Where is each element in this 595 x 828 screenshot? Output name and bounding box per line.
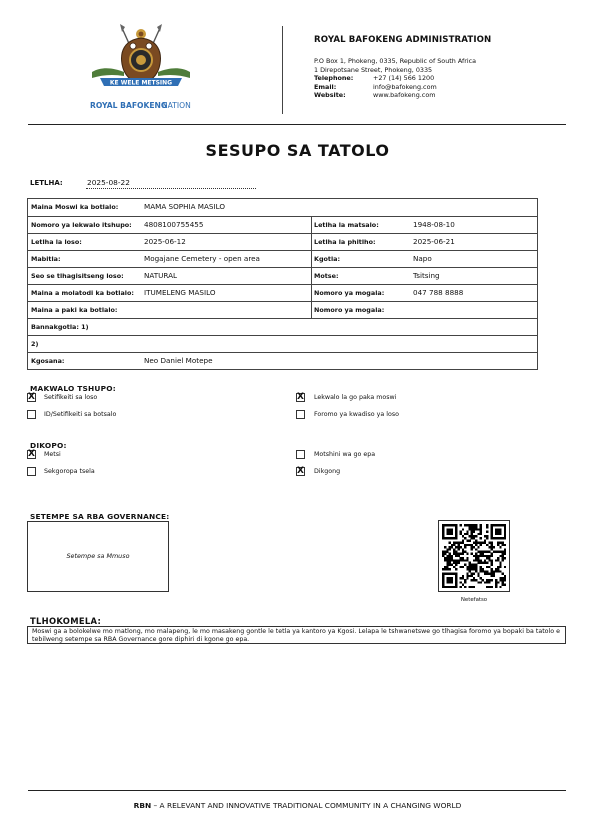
- form-row: [28, 318, 537, 335]
- footer-text: – A RELEVANT AND INNOVATIVE TRADITIONAL COMMUNITY IN A CHANGING WORLD: [151, 801, 462, 810]
- form-row: [28, 233, 537, 250]
- phone-label: Nomoro ya mogala:: [314, 289, 385, 297]
- proof-letter-checkbox[interactable]: X: [297, 392, 304, 402]
- header-divider: [282, 26, 283, 114]
- form-row: [28, 216, 537, 233]
- cemetery-field[interactable]: Mogajane Cemetery - open area: [144, 254, 260, 263]
- telephone-label: Telephone:: [314, 74, 354, 82]
- logo-brand: ROYAL BAFOKENG: [90, 101, 168, 110]
- organization-name: ROYAL BAFOKENG ADMINISTRATION: [314, 35, 492, 45]
- informant-name-field[interactable]: ITUMELENG MASILO: [144, 288, 216, 297]
- logo-brand-suffix: NATION: [162, 101, 191, 110]
- proof-letter-label: Lekwalo la go paka moswi: [314, 394, 397, 401]
- id-number-label: Nomoro ya lekwalo itshupo:: [31, 221, 132, 229]
- logo-motto: KE WELE METSING: [109, 79, 173, 87]
- form-row: [28, 199, 537, 216]
- id-birth-certificate-checkbox[interactable]: [27, 410, 36, 419]
- royal-bafokeng-logo: [88, 24, 194, 114]
- burial-form-table: [27, 198, 538, 370]
- deceased-name-field[interactable]: MAMA SOPHIA MASILO: [144, 202, 226, 211]
- id-number-field[interactable]: 4808100755455: [144, 220, 204, 229]
- form-row: [28, 250, 537, 267]
- address-line-2: 1 Direpotsane Street, Phokeng, 0335: [314, 66, 433, 74]
- birth-date-label: Letlha la matsalo:: [314, 221, 379, 229]
- form-row: [28, 267, 537, 284]
- relatives-label-2: 2): [31, 340, 39, 348]
- qr-code[interactable]: [442, 524, 506, 588]
- village-label: Motse:: [314, 272, 339, 280]
- road-grading-label: Sekgoropa tsela: [44, 468, 95, 475]
- cause-of-death-label: Seo se tlhagisitseng loso:: [31, 272, 124, 280]
- telephone-value: +27 (14) 566 1200: [373, 74, 435, 82]
- requests-section-title: DIKOPO:: [30, 441, 67, 450]
- document-title: SESUPO SA TATOLO: [205, 141, 390, 160]
- water-checkbox[interactable]: X: [28, 449, 35, 459]
- phone-field[interactable]: 047 788 8888: [413, 288, 464, 297]
- deceased-name-label: Maina Moswi ka botlalo:: [31, 203, 119, 211]
- witness-phone-label: Nomoro ya mogala:: [314, 306, 385, 314]
- notes-title: TLHOKOMELA:: [30, 616, 102, 626]
- column-divider: [311, 234, 312, 250]
- death-date-label: Letlha la loso:: [31, 238, 82, 246]
- cemetery-label: Mabitla:: [31, 255, 61, 263]
- footer-slogan: [0, 801, 595, 810]
- form-row: [28, 352, 537, 369]
- digging-machine-checkbox[interactable]: [296, 450, 305, 459]
- email-label: Email:: [314, 83, 337, 91]
- footer-rule: [28, 790, 566, 791]
- firewood-checkbox[interactable]: X: [297, 466, 304, 476]
- relatives-label-1: Bannakgotla: 1): [31, 323, 89, 331]
- road-grading-checkbox[interactable]: [27, 467, 36, 476]
- birth-date-field[interactable]: 1948-08-10: [413, 220, 455, 229]
- documents-section-title: MAKWALO TSHUPO:: [30, 384, 116, 393]
- burial-date-field[interactable]: 2025-06-21: [413, 237, 455, 246]
- qr-caption: Netefatso: [460, 597, 488, 603]
- header-rule: [28, 124, 566, 125]
- death-date-field[interactable]: 2025-06-12: [144, 237, 186, 246]
- column-divider: [311, 285, 312, 301]
- column-divider: [311, 217, 312, 233]
- headman-field[interactable]: Neo Daniel Motepe: [144, 356, 213, 365]
- witness-name-label: Maina a paki ka botlalo:: [31, 306, 118, 314]
- id-birth-certificate-label: ID/Setifikeiti sa botsalo: [44, 411, 117, 418]
- column-divider: [311, 268, 312, 284]
- headman-label: Kgosana:: [31, 357, 65, 365]
- website-label: Website:: [314, 91, 346, 99]
- website-value[interactable]: www.bafokeng.com: [373, 91, 436, 99]
- cause-of-death-field[interactable]: NATURAL: [144, 271, 178, 280]
- water-label: Metsi: [44, 451, 61, 458]
- village-field[interactable]: Tsitsing: [413, 271, 440, 280]
- kgotla-field[interactable]: Napo: [413, 254, 432, 263]
- death-certificate-label: Setifikeiti sa loso: [44, 394, 98, 401]
- burial-date-label: Letlha la phitlho:: [314, 238, 376, 246]
- death-certificate-checkbox[interactable]: X: [28, 392, 35, 402]
- column-divider: [311, 302, 312, 318]
- column-divider: [311, 251, 312, 267]
- stamp-section-title: SETEMPE SA RBA GOVERNANCE:: [30, 512, 170, 521]
- death-registration-form-checkbox[interactable]: [296, 410, 305, 419]
- form-row: [28, 335, 537, 352]
- footer-brand: RBN: [133, 801, 152, 810]
- form-row: [28, 301, 537, 318]
- informant-name-label: Maina a molatodi ka botlalo:: [31, 289, 134, 297]
- address-line-1: P.O Box 1, Phokeng, 0335, Republic of South Africa: [314, 57, 477, 65]
- notes-text: Moswi ga a bolokelwe mo matlong, mo malapeng, le mo masakeng gontle le tetla ya kantoro ya Kgosi. Lelapa le tshwanetswe go tlhagisa foromo ya bopaki ba tatolo e tebilweng setempe sa RBA Governance gore diphiri di kgone go epa.: [27, 626, 566, 644]
- date-field[interactable]: 2025-08-22: [86, 178, 256, 189]
- form-row: [28, 284, 537, 301]
- date-label: LETLHA:: [30, 179, 63, 187]
- stamp-placeholder: Setempe sa Mmuso: [66, 552, 130, 560]
- firewood-label: Dikgong: [314, 468, 341, 475]
- kgotla-label: Kgotla:: [314, 255, 341, 263]
- email-value[interactable]: info@bafokeng.com: [373, 83, 437, 91]
- digging-machine-label: Motshini wa go epa: [314, 451, 376, 458]
- death-registration-form-label: Foromo ya kwadiso ya loso: [314, 411, 399, 418]
